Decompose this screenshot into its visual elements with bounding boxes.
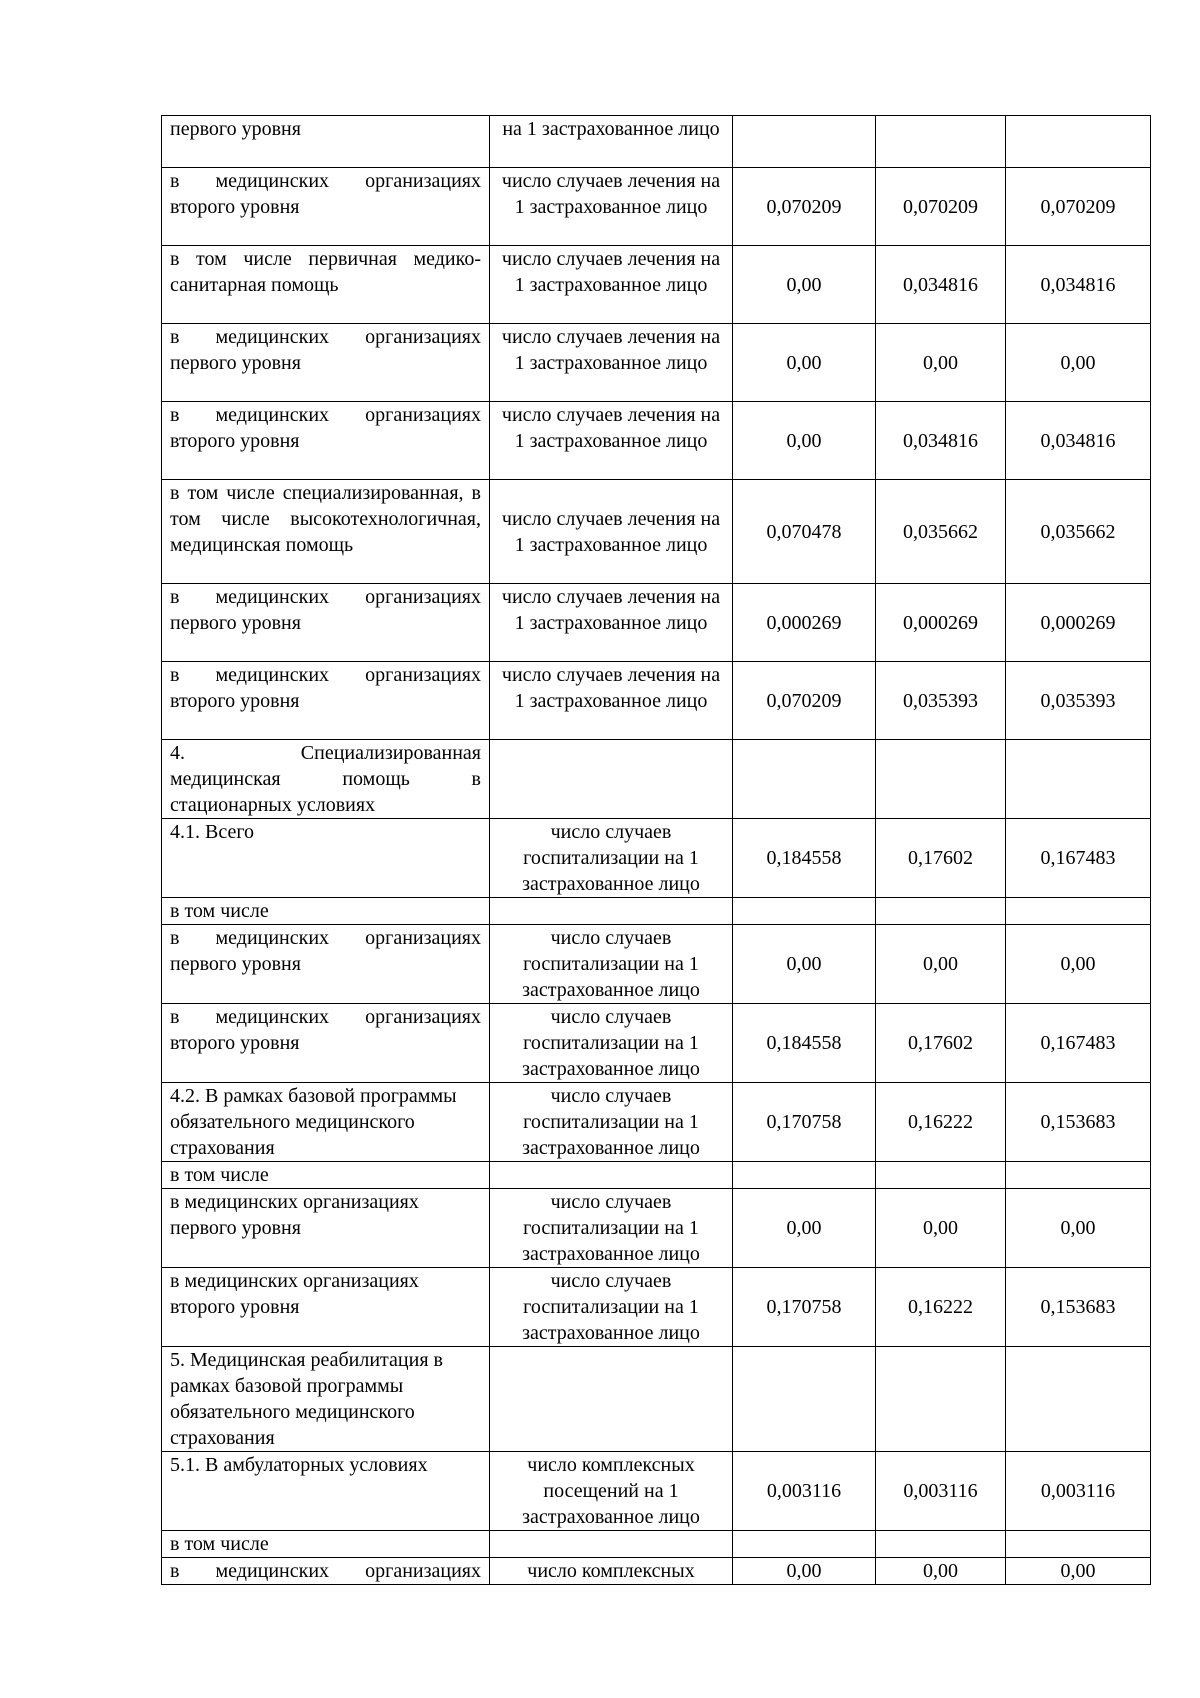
value-cell-col3: 0,003116 — [1006, 1452, 1151, 1531]
table-row — [162, 898, 1151, 925]
indicator-name-cell: в медицинских организациях второго уровня — [162, 168, 490, 246]
indicator-name-cell: в медицинских организациях первого уровня — [162, 584, 490, 662]
value-cell-col1 — [733, 1347, 876, 1452]
unit-cell — [490, 898, 733, 925]
value-cell-col1: 0,184558 — [733, 1004, 876, 1083]
unit-cell: число случаев госпитализации на 1 застрахованное лицо — [490, 1189, 733, 1268]
value-cell-col1 — [733, 1531, 876, 1558]
indicator-name-cell: в медицинских организациях первого уровня — [162, 925, 490, 1004]
value-cell-col3: 0,153683 — [1006, 1268, 1151, 1347]
table-row — [162, 116, 1151, 168]
table-row — [162, 402, 1151, 480]
unit-cell: число случаев лечения на 1 застрахованное лицо — [490, 402, 733, 480]
value-cell-col2: 0,003116 — [876, 1452, 1006, 1531]
unit-cell — [490, 1531, 733, 1558]
table-row — [162, 819, 1151, 898]
value-cell-col1: 0,070209 — [733, 662, 876, 740]
unit-cell: число случаев госпитализации на 1 застрахованное лицо — [490, 1004, 733, 1083]
value-cell-col2: 0,070209 — [876, 168, 1006, 246]
value-cell-col1: 0,070209 — [733, 168, 876, 246]
value-cell-col3: 0,000269 — [1006, 584, 1151, 662]
value-cell-col1: 0,184558 — [733, 819, 876, 898]
table-row — [162, 1558, 1151, 1585]
indicator-name-cell: в том числе первичная медико-санитарная помощь — [162, 246, 490, 324]
indicators-table — [161, 115, 1151, 1585]
unit-cell: число случаев госпитализации на 1 застрахованное лицо — [490, 1268, 733, 1347]
value-cell-col3: 0,153683 — [1006, 1083, 1151, 1162]
value-cell-col3 — [1006, 898, 1151, 925]
indicator-name-cell: первого уровня — [162, 116, 490, 168]
value-cell-col2: 0,00 — [876, 1558, 1006, 1585]
value-cell-col2 — [876, 116, 1006, 168]
value-cell-col3: 0,00 — [1006, 1189, 1151, 1268]
value-cell-col3: 0,167483 — [1006, 819, 1151, 898]
indicator-name-cell: 5.1. В амбулаторных условиях — [162, 1452, 490, 1531]
unit-cell — [490, 1162, 733, 1189]
value-cell-col3: 0,034816 — [1006, 246, 1151, 324]
value-cell-col3: 0,00 — [1006, 1558, 1151, 1585]
value-cell-col2 — [876, 1162, 1006, 1189]
unit-cell: число случаев лечения на 1 застрахованное лицо — [490, 662, 733, 740]
value-cell-col2: 0,000269 — [876, 584, 1006, 662]
value-cell-col2: 0,035393 — [876, 662, 1006, 740]
value-cell-col3: 0,035393 — [1006, 662, 1151, 740]
value-cell-col2: 0,00 — [876, 925, 1006, 1004]
section-heading-cell: 5. Медицинская реабилитация в рамках базовой программы обязательного медицинского страхования — [162, 1347, 490, 1452]
value-cell-col3 — [1006, 740, 1151, 819]
unit-cell: число случаев лечения на 1 застрахованное лицо — [490, 324, 733, 402]
value-cell-col2: 0,00 — [876, 324, 1006, 402]
table-row — [162, 584, 1151, 662]
table-row — [162, 324, 1151, 402]
value-cell-col2 — [876, 1531, 1006, 1558]
table-row — [162, 662, 1151, 740]
unit-cell — [490, 740, 733, 819]
value-cell-col1: 0,070478 — [733, 480, 876, 584]
value-cell-col1: 0,170758 — [733, 1268, 876, 1347]
table-row — [162, 1004, 1151, 1083]
value-cell-col2: 0,035662 — [876, 480, 1006, 584]
value-cell-col2: 0,16222 — [876, 1083, 1006, 1162]
section-heading-cell: 4. Специализированная медицинская помощь в стационарных условиях — [162, 740, 490, 819]
value-cell-col2: 0,16222 — [876, 1268, 1006, 1347]
value-cell-col2: 0,034816 — [876, 402, 1006, 480]
indicator-name-cell: в медицинских организациях первого уровня — [162, 1189, 490, 1268]
value-cell-col2 — [876, 898, 1006, 925]
value-cell-col2: 0,00 — [876, 1189, 1006, 1268]
value-cell-col1 — [733, 116, 876, 168]
value-cell-col2: 0,034816 — [876, 246, 1006, 324]
value-cell-col1: 0,170758 — [733, 1083, 876, 1162]
value-cell-col1 — [733, 740, 876, 819]
value-cell-col3 — [1006, 1162, 1151, 1189]
value-cell-col2: 0,17602 — [876, 1004, 1006, 1083]
table-row — [162, 1189, 1151, 1268]
indicator-name-cell: в медицинских организациях — [162, 1558, 490, 1585]
value-cell-col3 — [1006, 1347, 1151, 1452]
indicator-name-cell: в медицинских организациях второго уровня — [162, 1004, 490, 1083]
unit-cell: число случаев госпитализации на 1 застрахованное лицо — [490, 925, 733, 1004]
value-cell-col1: 0,00 — [733, 1558, 876, 1585]
value-cell-col1: 0,00 — [733, 246, 876, 324]
value-cell-col3: 0,00 — [1006, 925, 1151, 1004]
value-cell-col1: 0,00 — [733, 324, 876, 402]
unit-cell: число комплексных посещений на 1 застрахованное лицо — [490, 1452, 733, 1531]
unit-cell: число комплексных — [490, 1558, 733, 1585]
indicator-name-cell: в том числе — [162, 898, 490, 925]
value-cell-col1: 0,003116 — [733, 1452, 876, 1531]
table-row — [162, 1083, 1151, 1162]
value-cell-col1 — [733, 898, 876, 925]
value-cell-col3 — [1006, 1531, 1151, 1558]
table-row — [162, 925, 1151, 1004]
table-row — [162, 246, 1151, 324]
value-cell-col2: 0,17602 — [876, 819, 1006, 898]
value-cell-col3 — [1006, 116, 1151, 168]
table-row — [162, 1268, 1151, 1347]
value-cell-col3: 0,035662 — [1006, 480, 1151, 584]
unit-cell: число случаев лечения на 1 застрахованное лицо — [490, 168, 733, 246]
indicator-name-cell: в медицинских организациях второго уровня — [162, 662, 490, 740]
value-cell-col1 — [733, 1162, 876, 1189]
value-cell-col3: 0,070209 — [1006, 168, 1151, 246]
value-cell-col2 — [876, 740, 1006, 819]
value-cell-col1: 0,00 — [733, 925, 876, 1004]
indicator-name-cell: в медицинских организациях первого уровня — [162, 324, 490, 402]
unit-cell: число случаев лечения на 1 застрахованное лицо — [490, 246, 733, 324]
value-cell-col1: 0,00 — [733, 402, 876, 480]
indicator-name-cell: в медицинских организациях второго уровня — [162, 402, 490, 480]
unit-cell: число случаев госпитализации на 1 застрахованное лицо — [490, 819, 733, 898]
value-cell-col3: 0,00 — [1006, 324, 1151, 402]
unit-cell: число случаев лечения на 1 застрахованное лицо — [490, 584, 733, 662]
unit-cell: число случаев лечения на 1 застрахованное лицо — [490, 480, 733, 584]
table-row — [162, 1162, 1151, 1189]
indicator-name-cell: в медицинских организациях второго уровня — [162, 1268, 490, 1347]
value-cell-col1: 0,000269 — [733, 584, 876, 662]
section-heading-row — [162, 1347, 1151, 1452]
unit-cell — [490, 1347, 733, 1452]
unit-cell: на 1 застрахованное лицо — [490, 116, 733, 168]
indicator-name-cell: в том числе специализированная, в том числе высокотехнологичная, медицинская помощь — [162, 480, 490, 584]
unit-cell: число случаев госпитализации на 1 застрахованное лицо — [490, 1083, 733, 1162]
indicator-name-cell: в том числе — [162, 1531, 490, 1558]
indicator-name-cell: 4.2. В рамках базовой программы обязательного медицинского страхования — [162, 1083, 490, 1162]
value-cell-col2 — [876, 1347, 1006, 1452]
value-cell-col1: 0,00 — [733, 1189, 876, 1268]
value-cell-col3: 0,167483 — [1006, 1004, 1151, 1083]
indicator-name-cell: 4.1. Всего — [162, 819, 490, 898]
table-row — [162, 1531, 1151, 1558]
value-cell-col3: 0,034816 — [1006, 402, 1151, 480]
table-row — [162, 1452, 1151, 1531]
section-heading-row — [162, 740, 1151, 819]
indicator-name-cell: в том числе — [162, 1162, 490, 1189]
table-row — [162, 480, 1151, 584]
table-row — [162, 168, 1151, 246]
